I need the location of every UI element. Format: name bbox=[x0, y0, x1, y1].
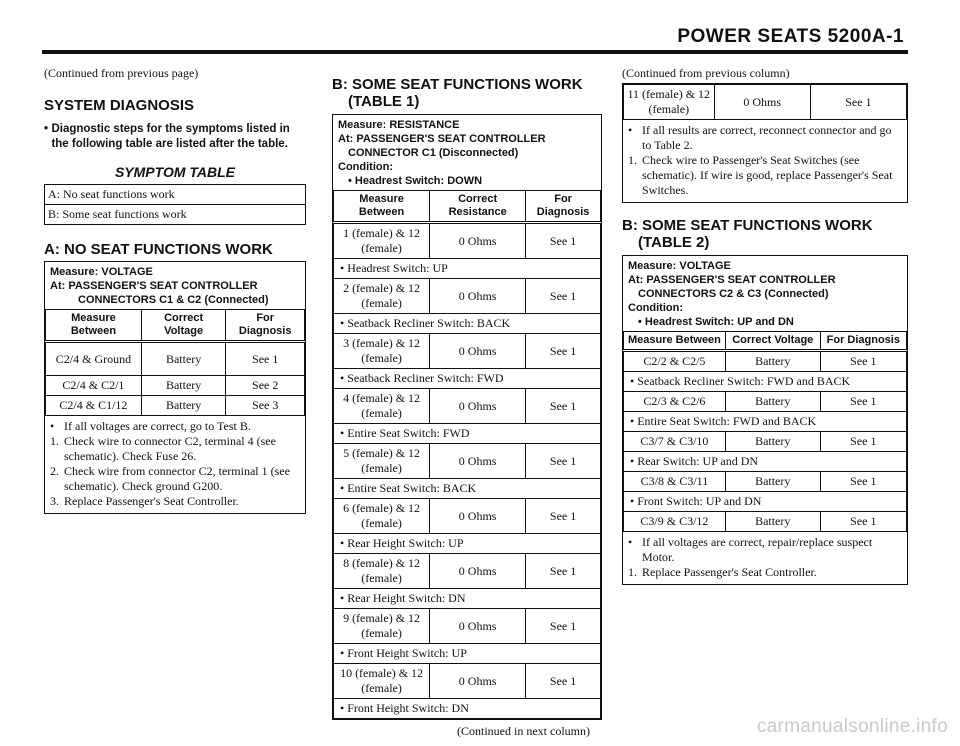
table-row bbox=[334, 389, 601, 424]
table-row bbox=[624, 85, 907, 120]
cell-value: Battery bbox=[725, 351, 820, 372]
col-header: Correct Resistance bbox=[430, 191, 526, 223]
condition-row bbox=[334, 314, 601, 334]
table-row bbox=[624, 351, 907, 372]
condition-row bbox=[334, 424, 601, 444]
cell-value: 0 Ohms bbox=[430, 664, 526, 699]
cell-diagnosis: See 1 bbox=[526, 664, 601, 699]
test-b1-table bbox=[333, 190, 601, 719]
cell-value: 0 Ohms bbox=[714, 85, 810, 120]
system-diagnosis-title: SYSTEM DIAGNOSIS bbox=[44, 97, 195, 114]
col-header: For Diagnosis bbox=[820, 332, 906, 351]
test-a-title: A: NO SEAT FUNCTIONS WORK bbox=[44, 241, 273, 258]
condition-text: • Seatback Recliner Switch: FWD and BACK bbox=[624, 372, 907, 392]
cell-diagnosis: See 1 bbox=[526, 389, 601, 424]
table-row bbox=[624, 512, 907, 532]
table-row bbox=[334, 279, 601, 314]
condition-row bbox=[334, 369, 601, 389]
condition-text: • Rear Height Switch: DN bbox=[334, 589, 601, 609]
col-header: For Diagnosis bbox=[526, 191, 601, 223]
cell-value: Battery bbox=[141, 342, 226, 376]
continued-next: (Continued in next column) bbox=[457, 724, 590, 738]
col-header: Measure Between bbox=[334, 191, 430, 223]
measure-label: Measure: VOLTAGE bbox=[50, 266, 153, 278]
note-item: 1. Check wire to Passenger's Seat Switches (see schematic). If wire is good, replace Passenger's Seat Switches. bbox=[628, 153, 893, 197]
intro-item: • Diagnostic steps for the symptoms listed in the following table are listed after the table. bbox=[44, 122, 306, 152]
cell-diagnosis: See 1 bbox=[526, 554, 601, 589]
cell-diagnosis: See 1 bbox=[820, 432, 906, 452]
condition-value: • Headrest Switch: UP and DN bbox=[638, 316, 794, 328]
cell-measure: C3/9 & C3/12 bbox=[624, 512, 726, 532]
cell-measure: C3/8 & C3/11 bbox=[624, 472, 726, 492]
cell-measure: 10 (female) & 12 (female) bbox=[334, 664, 430, 699]
cell-measure: 3 (female) & 12 (female) bbox=[334, 334, 430, 369]
cell-measure: C3/7 & C3/10 bbox=[624, 432, 726, 452]
test-a-head bbox=[45, 262, 305, 309]
condition-label: Condition: bbox=[338, 161, 393, 173]
condition-text: • Entire Seat Switch: BACK bbox=[334, 479, 601, 499]
cell-measure: 5 (female) & 12 (female) bbox=[334, 444, 430, 479]
table-row bbox=[624, 392, 907, 412]
cell-measure: 2 (female) & 12 (female) bbox=[334, 279, 430, 314]
cell-diagnosis: See 1 bbox=[526, 499, 601, 534]
test-b2-table bbox=[623, 331, 907, 532]
continued-label: (Continued from previous column) bbox=[622, 66, 790, 80]
cell-value: 0 Ohms bbox=[430, 499, 526, 534]
cell-value: 0 Ohms bbox=[430, 554, 526, 589]
table-row bbox=[334, 223, 601, 259]
cell-diagnosis: See 1 bbox=[810, 85, 906, 120]
condition-row bbox=[624, 492, 907, 512]
cell-measure: C2/3 & C2/6 bbox=[624, 392, 726, 412]
condition-value: • Headrest Switch: DOWN bbox=[348, 175, 483, 187]
column-2 bbox=[332, 76, 602, 739]
col-header: Measure Between bbox=[624, 332, 726, 351]
table-row bbox=[334, 609, 601, 644]
cell-measure: C2/4 & C1/12 bbox=[46, 396, 142, 416]
column-1 bbox=[44, 66, 306, 514]
condition-text: • Seatback Recliner Switch: BACK bbox=[334, 314, 601, 334]
cell-value: Battery bbox=[725, 432, 820, 452]
col-header: Correct Voltage bbox=[141, 310, 226, 342]
at-label: At: PASSENGER'S SEAT CONTROLLER bbox=[628, 274, 836, 286]
table-row bbox=[624, 472, 907, 492]
intro-text: Diagnostic steps for the symptoms listed in the following table are listed after the table. bbox=[51, 123, 290, 150]
condition-row bbox=[334, 534, 601, 554]
note-item: • If all results are correct, reconnect connector and go to Table 2. bbox=[628, 123, 892, 152]
test-b2-subtitle: (TABLE 2) bbox=[638, 234, 710, 251]
test-b1-title: B: SOME SEAT FUNCTIONS WORK bbox=[332, 76, 583, 93]
cell-value: Battery bbox=[141, 376, 226, 396]
cell-value: 0 Ohms bbox=[430, 609, 526, 644]
page-title: POWER SEATS 5200A-1 bbox=[677, 26, 904, 47]
cell-measure: 8 (female) & 12 (female) bbox=[334, 554, 430, 589]
symptom-table bbox=[44, 184, 306, 225]
note-item: 3. Replace Passenger's Seat Controller. bbox=[50, 494, 239, 508]
measure-label: Measure: VOLTAGE bbox=[628, 260, 731, 272]
condition-label: Condition: bbox=[628, 302, 683, 314]
cell-measure: 9 (female) & 12 (female) bbox=[334, 609, 430, 644]
cell-diagnosis: See 2 bbox=[226, 376, 305, 396]
condition-row bbox=[624, 452, 907, 472]
table-row bbox=[334, 334, 601, 369]
col-header: Measure Between bbox=[46, 310, 142, 342]
cell-diagnosis: See 1 bbox=[526, 223, 601, 259]
at-label: At: PASSENGER'S SEAT CONTROLLER bbox=[338, 133, 546, 145]
cell-measure: 6 (female) & 12 (female) bbox=[334, 499, 430, 534]
cell-value: Battery bbox=[725, 392, 820, 412]
test-b1-box bbox=[332, 114, 602, 720]
measure-label: Measure: RESISTANCE bbox=[338, 119, 460, 131]
cell-measure: C2/2 & C2/5 bbox=[624, 351, 726, 372]
condition-row bbox=[334, 479, 601, 499]
note-item: 1. Check wire to connector C2, terminal 4 (see schematic). Check Fuse 26. bbox=[50, 434, 276, 463]
note-item: • If all voltages are correct, repair/replace suspect Motor. bbox=[628, 535, 873, 564]
cell-measure: C2/4 & Ground bbox=[46, 342, 142, 376]
cell-diagnosis: See 1 bbox=[820, 392, 906, 412]
test-b2-box bbox=[622, 255, 908, 585]
symptom-b: B: Some seat functions work bbox=[45, 205, 306, 225]
top-continued-table bbox=[623, 84, 907, 120]
test-b2-title: B: SOME SEAT FUNCTIONS WORK bbox=[622, 217, 873, 234]
col-header: For Diagnosis bbox=[226, 310, 305, 342]
col-header: Correct Voltage bbox=[725, 332, 820, 351]
cell-diagnosis: See 1 bbox=[820, 512, 906, 532]
connector-label: CONNECTOR C1 (Disconnected) bbox=[348, 147, 519, 159]
cell-measure: 11 (female) & 12 (female) bbox=[624, 85, 715, 120]
test-b2-head bbox=[623, 256, 907, 331]
cell-measure: C2/4 & C2/1 bbox=[46, 376, 142, 396]
cell-value: 0 Ohms bbox=[430, 334, 526, 369]
condition-row bbox=[624, 372, 907, 392]
column-3 bbox=[622, 66, 908, 585]
condition-text: • Rear Height Switch: UP bbox=[334, 534, 601, 554]
continued-label: (Continued from previous page) bbox=[44, 66, 199, 80]
connector-label: CONNECTORS C1 & C2 (Connected) bbox=[78, 294, 269, 306]
condition-text: • Seatback Recliner Switch: FWD bbox=[334, 369, 601, 389]
table-row bbox=[334, 444, 601, 479]
condition-text: • Front Height Switch: DN bbox=[334, 699, 601, 719]
cell-diagnosis: See 1 bbox=[820, 351, 906, 372]
symptom-a: A: No seat functions work bbox=[45, 185, 306, 205]
condition-row bbox=[334, 589, 601, 609]
test-a-notes bbox=[45, 416, 305, 513]
table-row bbox=[624, 432, 907, 452]
cell-value: 0 Ohms bbox=[430, 223, 526, 259]
watermark: carmanualsonline.info bbox=[756, 716, 948, 737]
cell-diagnosis: See 1 bbox=[526, 334, 601, 369]
cell-value: Battery bbox=[725, 472, 820, 492]
cell-diagnosis: See 3 bbox=[226, 396, 305, 416]
table-row bbox=[334, 664, 601, 699]
note-item: 2. Check wire from connector C2, terminal 1 (see schematic). Check ground G200. bbox=[50, 464, 290, 493]
condition-row bbox=[334, 699, 601, 719]
table-row bbox=[46, 342, 305, 376]
cell-diagnosis: See 1 bbox=[526, 609, 601, 644]
condition-text: • Entire Seat Switch: FWD bbox=[334, 424, 601, 444]
condition-text: • Front Switch: UP and DN bbox=[624, 492, 907, 512]
table-row bbox=[46, 396, 305, 416]
symptom-table-title: SYMPTOM TABLE bbox=[114, 164, 236, 180]
condition-text: • Rear Switch: UP and DN bbox=[624, 452, 907, 472]
test-a-box bbox=[44, 261, 306, 514]
cell-value: Battery bbox=[141, 396, 226, 416]
test-b1-head bbox=[333, 115, 601, 190]
top-notes bbox=[623, 120, 907, 202]
page-header bbox=[42, 24, 908, 54]
condition-row bbox=[624, 412, 907, 432]
condition-text: • Entire Seat Switch: FWD and BACK bbox=[624, 412, 907, 432]
cell-measure: 4 (female) & 12 (female) bbox=[334, 389, 430, 424]
table-row bbox=[334, 554, 601, 589]
cell-value: Battery bbox=[725, 512, 820, 532]
note-item: • If all voltages are correct, go to Test B. bbox=[50, 419, 251, 433]
cell-value: 0 Ohms bbox=[430, 279, 526, 314]
condition-text: • Front Height Switch: UP bbox=[334, 644, 601, 664]
at-label: At: PASSENGER'S SEAT CONTROLLER bbox=[50, 280, 258, 292]
table-row bbox=[334, 499, 601, 534]
test-b2-notes bbox=[623, 532, 907, 584]
cell-value: 0 Ohms bbox=[430, 444, 526, 479]
note-item: 1. Replace Passenger's Seat Controller. bbox=[628, 565, 817, 579]
cell-diagnosis: See 1 bbox=[820, 472, 906, 492]
cell-diagnosis: See 1 bbox=[226, 342, 305, 376]
test-a-table bbox=[45, 309, 305, 416]
top-continued-box bbox=[622, 83, 908, 203]
cell-diagnosis: See 1 bbox=[526, 279, 601, 314]
condition-text: • Headrest Switch: UP bbox=[334, 259, 601, 279]
cell-value: 0 Ohms bbox=[430, 389, 526, 424]
table-row bbox=[46, 376, 305, 396]
connector-label: CONNECTORS C2 & C3 (Connected) bbox=[638, 288, 829, 300]
condition-row bbox=[334, 259, 601, 279]
cell-measure: 1 (female) & 12 (female) bbox=[334, 223, 430, 259]
cell-diagnosis: See 1 bbox=[526, 444, 601, 479]
condition-row bbox=[334, 644, 601, 664]
test-b1-subtitle: (TABLE 1) bbox=[348, 93, 420, 110]
